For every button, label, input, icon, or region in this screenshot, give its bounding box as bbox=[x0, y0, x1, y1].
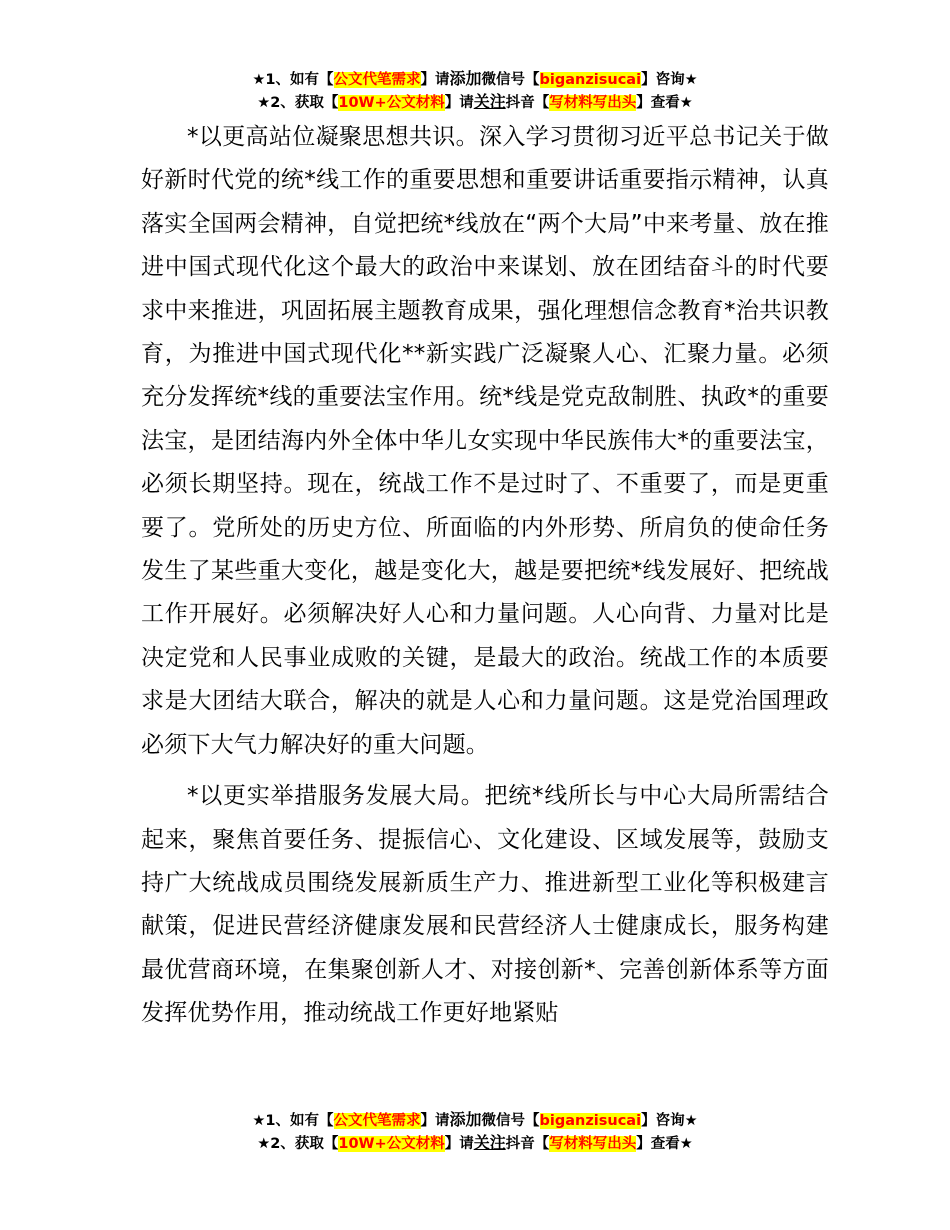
footer-line-1-suffix: 】咨询★ bbox=[641, 1113, 698, 1129]
footer-banner bbox=[0, 1109, 950, 1155]
header-banner bbox=[0, 68, 950, 114]
footer-line-2-suffix: 】查看★ bbox=[636, 1136, 693, 1152]
header-line-1 bbox=[0, 68, 950, 91]
header-line-1-prefix: ★1、如有【 bbox=[252, 72, 334, 88]
header-line-2-suffix: 】查看★ bbox=[636, 95, 693, 111]
header-line-1-emphasis: 添加 bbox=[449, 69, 482, 88]
header-line-1-suffix: 】咨询★ bbox=[641, 72, 698, 88]
paragraph-2: *以更实举措服务发展大局。把统*线所长与中心大局所需结合起来，聚焦首要任务、提振信心、文化建设、区域发展等，鼓励支持广大统战成员围绕发展新质生产力、推进新型工业化等积极建言献策，促进民营经济健康发展和民营经济人士健康成长，服务构建最优营商环境，在集聚创新人才、对接创新*、完善创新体系等方面发挥优势作用，推动统战工作更好地紧贴 bbox=[141, 783, 829, 1027]
footer-line-2-mid2: 抖音【 bbox=[505, 1136, 550, 1152]
paragraph-1: *以更高站位凝聚思想共识。深入学习贯彻习近平总书记关于做好新时代党的统*线工作的重要思想和重要讲话重要指示精神，认真落实全国两会精神，自觉把统*线放在“两个大局”中来考量、放在推进中国式现代化这个最大的政治中来谋划、放在团结奋斗的时代要求中来推进，巩固拓展主题教育成果，强化理想信念教育*治共识教育，为推进中国式现代化**新实践广泛凝聚人心、汇聚力量。必须充分发挥统*线的重要法宝作用。统*线是党克敌制胜、执政*的重要法宝，是团结海内外全体中华儿女实现中华民族伟大*的重要法宝，必须长期坚持。现在，统战工作不是过时了、不重要了，而是更重要了。党所处的历史方位、所面临的内外形势、所肩负的使命任务发生了某些重大变化，越是变化大，越是要把统*线发展好、把统战工作开展好。必须解决好人心和力量问题。人心向背、力量对比是决定党和人民事业成败的关键，是最大的政治。统战工作的本质要求是大团结大联合，解决的就是人心和力量问题。这是党治国理政必须下大气力解决好的重大问题。 bbox=[141, 124, 829, 758]
header-line-1-mid: 】请 bbox=[420, 72, 450, 88]
footer-line-2-mid: 】请 bbox=[444, 1136, 474, 1152]
document-body bbox=[141, 116, 829, 1036]
footer-line-1-prefix: ★1、如有【 bbox=[252, 1113, 334, 1129]
footer-line-1-highlight-service: 公文代笔需求 bbox=[333, 1113, 421, 1129]
footer-line-2 bbox=[0, 1132, 950, 1155]
footer-line-1-emphasis: 添加 bbox=[449, 1110, 482, 1129]
footer-line-1-mid: 】请 bbox=[420, 1113, 450, 1129]
footer-line-2-emphasis: 关注 bbox=[473, 1133, 506, 1152]
footer-line-2-prefix: ★2、获取【 bbox=[257, 1136, 339, 1152]
footer-line-2-highlight-materials: 10W+公文材料 bbox=[338, 1136, 445, 1152]
footer-line-1-highlight-wechat: biganzisucai bbox=[539, 1113, 642, 1129]
header-line-1-highlight-service: 公文代笔需求 bbox=[333, 72, 421, 88]
header-line-1-mid2: 微信号【 bbox=[481, 72, 540, 88]
header-line-2-highlight-douyin: 写材料写出头 bbox=[549, 95, 637, 111]
header-line-2-emphasis: 关注 bbox=[473, 92, 506, 111]
header-line-2 bbox=[0, 91, 950, 114]
footer-line-1 bbox=[0, 1109, 950, 1132]
footer-line-2-highlight-douyin: 写材料写出头 bbox=[549, 1136, 637, 1152]
header-line-2-mid2: 抖音【 bbox=[505, 95, 550, 111]
header-line-1-highlight-wechat: biganzisucai bbox=[539, 72, 642, 88]
header-line-2-highlight-materials: 10W+公文材料 bbox=[338, 95, 445, 111]
header-line-2-prefix: ★2、获取【 bbox=[257, 95, 339, 111]
footer-line-1-mid2: 微信号【 bbox=[481, 1113, 540, 1129]
header-line-2-mid: 】请 bbox=[444, 95, 474, 111]
